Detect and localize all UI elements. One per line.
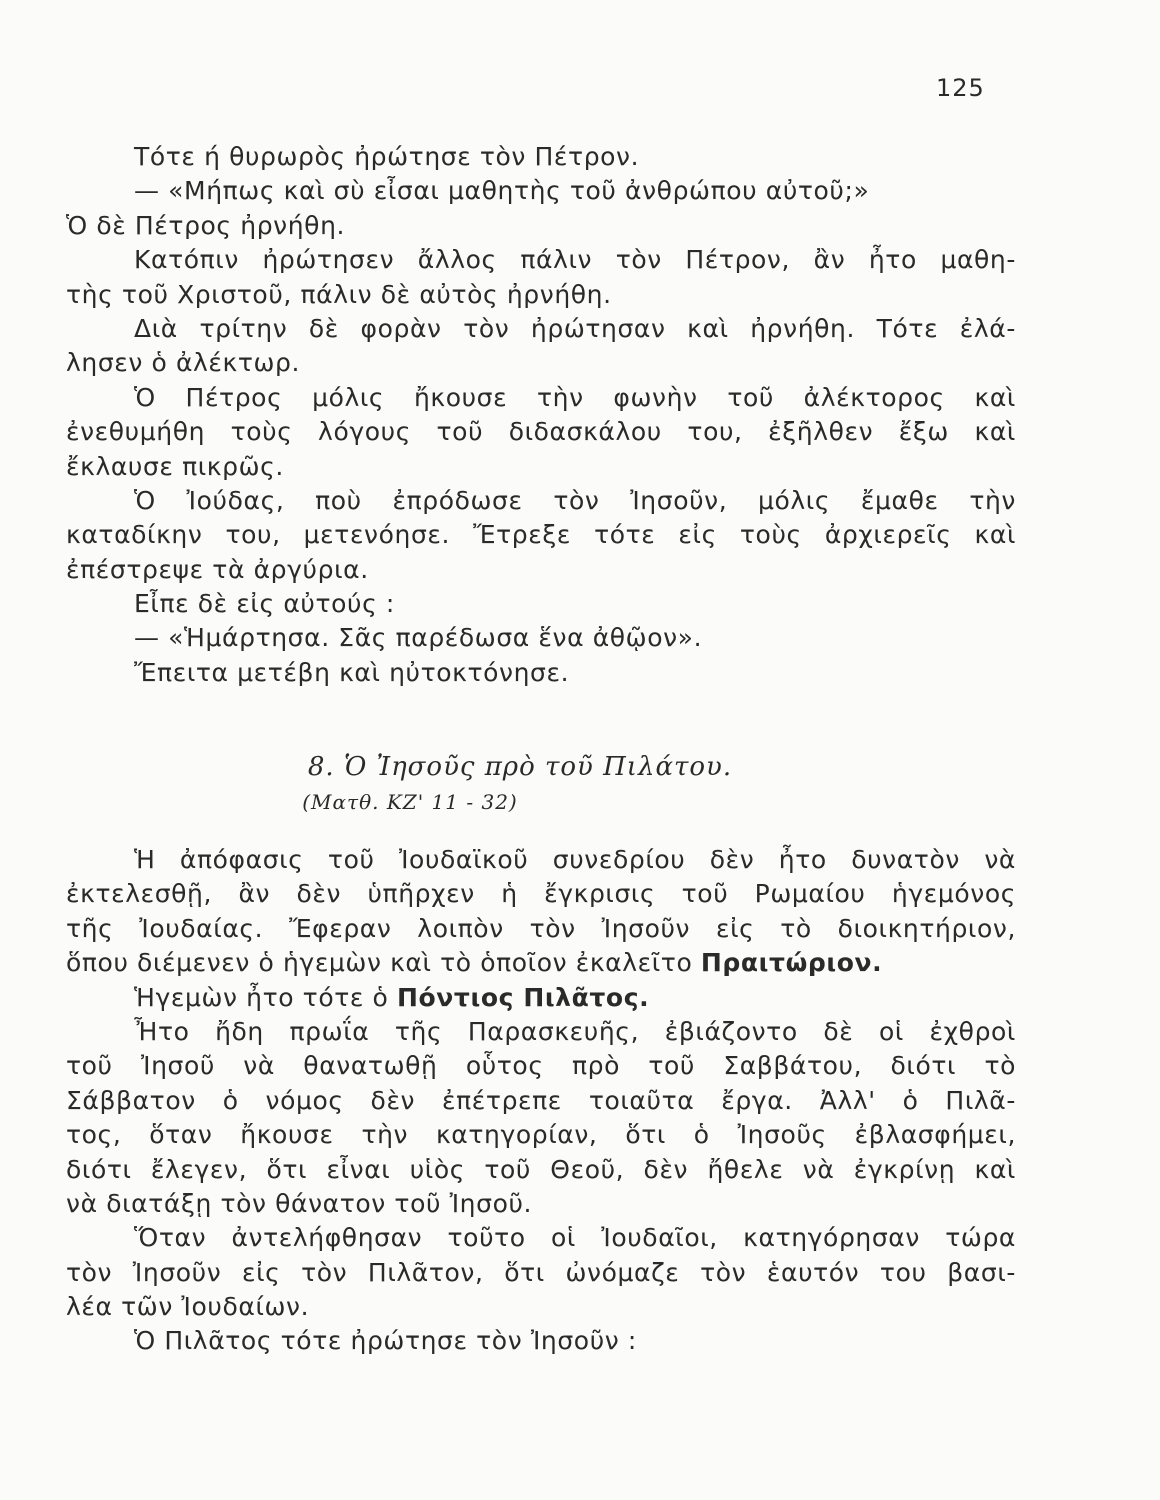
text-line: Εἶπε δὲ εἰς αὐτούς : — [134, 589, 395, 619]
text-line: Ὅταν ἀντελήφθησαν τοῦτο οἱ Ἰουδαῖοι, κατηγόρησαν τώρα — [134, 1223, 1016, 1253]
text-line: Ὁ Πέτρος μόλις ἤκουσε τὴν φωνὴν τοῦ ἀλέκτορος καὶ — [134, 382, 1016, 412]
text-line: Ὁ Ἰούδας, ποὺ ἐπρόδωσε τὸν Ἰησοῦν, μόλις ἔμαθε τὴν — [134, 485, 1016, 515]
line-text: ὅπου διέμενεν ὁ ἡγεμὼν καὶ τὸ ὁποῖον ἐκαλεῖτο — [66, 948, 693, 978]
text-line — [66, 981, 1016, 1015]
text-line — [66, 946, 1016, 980]
text-line: λέα τῶν Ἰουδαίων. — [66, 1292, 310, 1322]
text-line: τῆς Ἰουδαίας. Ἔφεραν λοιπὸν τὸν Ἰησοῦν εἰς τὸ διοικητήριον, — [66, 913, 1016, 943]
text-line: Κατόπιν ἠρώτησεν ἄλλος πάλιν τὸν Πέτρον, ἂν ἦτο μαθη- — [134, 245, 1016, 275]
text-line: Τότε ή θυρωρὸς ἠρώτησε τὸν Πέτρον. — [134, 142, 640, 171]
text-line: καταδίκην του, μετενόησε. Ἔτρεξε τότε εἰς τοὺς ἀρχιερεῖς καὶ — [66, 520, 1016, 550]
page-number: 125 — [936, 74, 985, 102]
text-line: τὸν Ἰησοῦν εἰς τὸν Πιλᾶτον, ὅτι ὠνόμαζε τὸν ἑαυτόν του βασι- — [66, 1257, 1016, 1287]
text-line: ἔκλαυσε πικρῶς. — [66, 451, 284, 481]
text-line: τοῦ Ἰησοῦ νὰ θανατωθῇ οὗτος πρὸ τοῦ Σαββάτου, διότι τὸ — [66, 1051, 1016, 1081]
section-heading: 8. Ὁ Ἰησοῦς πρὸ τοῦ Πιλάτου. — [307, 752, 733, 782]
text-line: νὰ διατάξῃ τὸν θάνατον τοῦ Ἰησοῦ. — [66, 1188, 533, 1218]
text-line: τὴς τοῦ Χριστοῦ, πάλιν δὲ αὐτὸς ἠρνήθη. — [66, 279, 612, 309]
text-line: Ὁ δὲ Πέτρος ἠρνήθη. — [66, 210, 346, 240]
pilate-name: Πόντιος Πιλᾶτος. — [397, 982, 650, 1012]
text-line: ἐκτελεσθῇ, ἂν δὲν ὑπῆρχεν ἡ ἔγκρισις τοῦ Ρωμαίου ἡγεμόνος — [66, 879, 1016, 909]
text-line: Ἦτο ἤδη πρωΐα τῆς Παρασκευῆς, ἐβιάζοντο δὲ οἱ ἐχθροὶ — [134, 1016, 1016, 1046]
text-line: διότι ἔλεγεν, ὅτι εἶναι υἱὸς τοῦ Θεοῦ, δὲν ἤθελε νὰ ἐγκρίνῃ καὶ — [66, 1154, 1016, 1184]
text-line: ἐπέστρεψε τὰ ἀργύρια. — [66, 554, 369, 584]
text-line: — «Μήπως καὶ σὺ εἶσαι μαθητὴς τοῦ ἀνθρώπου αὐτοῦ;» — [134, 176, 870, 206]
text-line: Ἔπειτα μετέβη καὶ ηὐτοκτόνησε. — [134, 657, 570, 687]
bottom-passage — [66, 843, 1016, 1359]
text-line: Διὰ τρίτην δὲ φορὰν τὸν ἠρώτησαν καὶ ἠρνήθη. Τότε ἐλά- — [134, 313, 1016, 343]
text-line: Σάββατον ὁ νόμος δὲν ἐπέτρεπε τοιαῦτα ἔργα. Ἀλλ' ὁ Πιλᾶ- — [66, 1085, 1016, 1115]
section-reference: (Ματθ. ΚΖ' 11 - 32) — [302, 790, 518, 814]
praitorion-term: Πραιτώριον. — [700, 948, 883, 978]
text-line: τος, ὅταν ἤκουσε τὴν κατηγορίαν, ὅτι ὁ Ἰησοῦς ἐβλασφήμει, — [66, 1120, 1016, 1150]
text-line: — «Ἡμάρτησα. Σᾶς παρέδωσα ἕνα ἀθῷον». — [134, 623, 703, 653]
text-line: ἐνεθυμήθη τοὺς λόγους τοῦ διδασκάλου του, ἐξῆλθεν ἔξω καὶ — [66, 417, 1016, 447]
text-line: Ἡ ἀπόφασις τοῦ Ἰουδαϊκοῦ συνεδρίου δὲν ἦτο δυνατὸν νὰ — [134, 845, 1016, 874]
text-line: λησεν ὁ ἀλέκτωρ. — [66, 348, 301, 378]
top-passage — [66, 140, 1016, 690]
line-text: Ἡγεμὼν ἦτο τότε ὁ — [134, 982, 389, 1012]
text-line: Ὁ Πιλᾶτος τότε ἠρώτησε τὸν Ἰησοῦν : — [134, 1326, 637, 1356]
